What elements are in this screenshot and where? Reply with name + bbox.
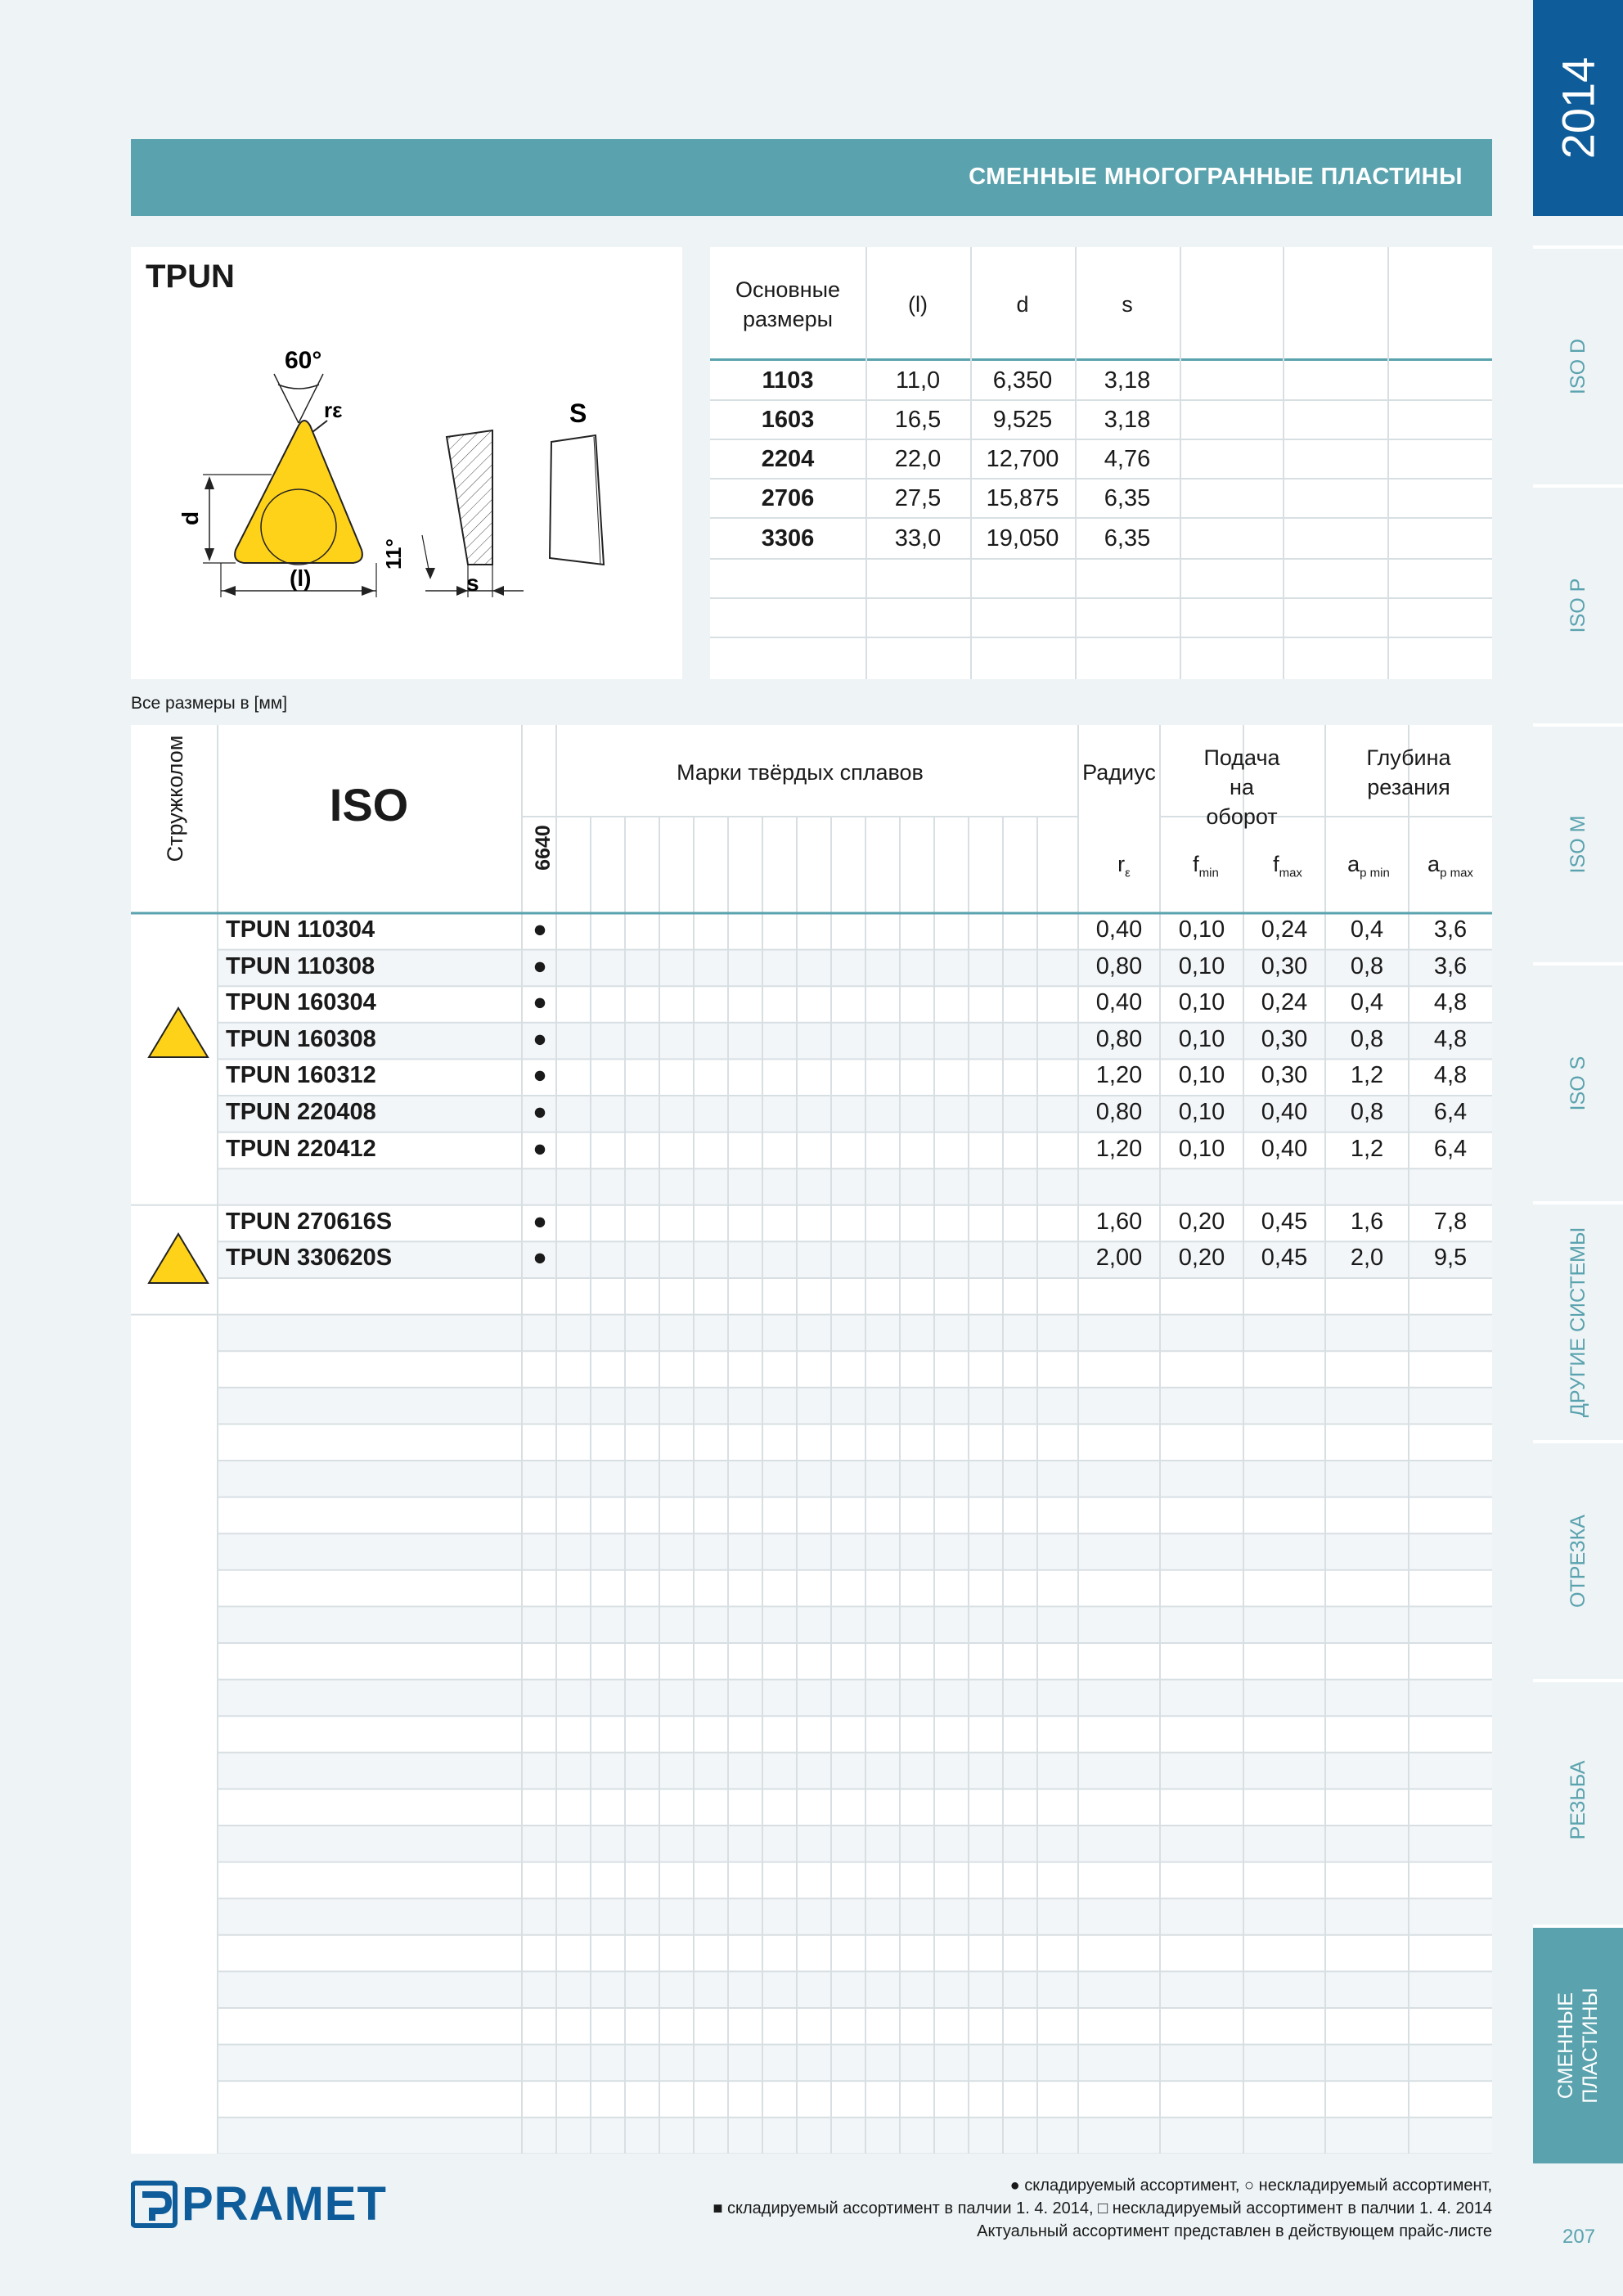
dims-cell: 11,0 [895, 367, 941, 394]
d-label: d [178, 511, 203, 525]
value-fmin: 0,10 [1178, 1025, 1225, 1052]
insert-code: TPUN 160308 [226, 1025, 376, 1052]
dims-cell: 15,875 [986, 484, 1059, 511]
chipbreaker-icon-1 [146, 1005, 211, 1062]
header-apmin: $a_{p min}$ [1347, 852, 1390, 880]
tab-other-systems[interactable] [1533, 1201, 1623, 1440]
year-tab[interactable] [1533, 0, 1623, 216]
dims-cell: 3,18 [1104, 406, 1151, 433]
row-stripe [218, 2045, 1492, 2082]
value-r: 0,40 [1095, 916, 1143, 943]
stock-mark: ● [533, 952, 547, 979]
pramet-logo [131, 2178, 409, 2233]
row-stripe [218, 1315, 1492, 1352]
value-r: 1,20 [1095, 1135, 1143, 1162]
radius-label: rε [324, 398, 343, 422]
row-stripe [218, 1753, 1492, 1790]
dims-cell: 27,5 [894, 484, 942, 511]
dims-cell: 2706 [761, 484, 815, 511]
insert-code: TPUN 160304 [226, 989, 376, 1016]
insert-code: TPUN 270616S [226, 1208, 393, 1235]
row-stripe [218, 1533, 1492, 1570]
value-fmin: 0,10 [1178, 1135, 1225, 1162]
value-apmin: 0,8 [1350, 1099, 1384, 1125]
tab-label: СМЕННЫЕ ПЛАСТИНЫ [1554, 1988, 1602, 2104]
dims-cell: 3,18 [1104, 367, 1151, 394]
page-number: 207 [1562, 2226, 1596, 2248]
row-stripe [218, 1388, 1492, 1425]
value-fmax: 0,24 [1261, 989, 1308, 1016]
insert-code: TPUN 110304 [226, 916, 375, 943]
l-label: (l) [290, 565, 312, 591]
dims-cell: 16,5 [894, 406, 942, 433]
value-fmin: 0,10 [1178, 916, 1225, 943]
dims-header-d: d [1016, 292, 1029, 317]
footnote-1: ● складируемый ассортимент, ○ нескладируемый ассортимент, [1009, 2177, 1492, 2195]
value-fmax: 0,45 [1261, 1208, 1308, 1235]
value-r: 1,60 [1095, 1208, 1143, 1235]
value-apmax: 4,8 [1433, 1062, 1468, 1089]
section-title: СМЕННЫЕ МНОГОГРАННЫЕ ПЛАСТИНЫ [969, 164, 1463, 190]
stock-mark: ● [533, 1099, 547, 1125]
insert-code: TPUN 220408 [226, 1099, 376, 1125]
value-apmax: 9,5 [1433, 1245, 1468, 1272]
insert-code: TPUN 160312 [226, 1062, 376, 1089]
tab-threading[interactable] [1533, 1679, 1623, 1918]
stock-mark: ● [533, 1208, 547, 1235]
header-feed: Подача на оборот [1203, 745, 1280, 829]
value-apmin: 2,0 [1350, 1245, 1384, 1272]
tab-label: ISO S [1567, 1056, 1589, 1111]
stock-mark: ● [533, 989, 547, 1016]
inserts-table [131, 725, 1492, 2154]
dims-header-s: s [1122, 292, 1133, 317]
stock-mark: ● [533, 1062, 547, 1089]
tab-label: ISO M [1567, 815, 1589, 874]
value-apmax: 6,4 [1433, 1099, 1468, 1125]
dims-cell: 4,76 [1104, 445, 1151, 472]
insert-code: TPUN 220412 [226, 1135, 376, 1162]
value-fmin: 0,10 [1178, 952, 1225, 979]
insert-drawing-panel [131, 247, 682, 679]
value-fmax: 0,45 [1261, 1245, 1308, 1272]
value-apmin: 0,4 [1350, 989, 1384, 1016]
value-r: 0,40 [1095, 989, 1143, 1016]
insert-type-title: TPUN [146, 259, 235, 295]
footnote-3: Актуальный ассортимент представлен в действующем прайс-листе [977, 2222, 1492, 2240]
tab-inserts[interactable] [1533, 1925, 1623, 2163]
section-sidebar [1533, 0, 1623, 2296]
value-apmin: 1,6 [1350, 1208, 1384, 1235]
value-r: 1,20 [1095, 1062, 1143, 1089]
insert-drawing [131, 247, 682, 679]
dims-cell: 9,525 [992, 406, 1053, 433]
tab-label: ISO D [1567, 338, 1589, 395]
year-label: 2014 [1552, 56, 1604, 160]
header-depth: Глубина резания [1366, 745, 1451, 799]
value-fmin: 0,20 [1178, 1245, 1225, 1272]
value-apmin: 1,2 [1350, 1062, 1384, 1089]
dims-header-base: Основные размеры [735, 277, 841, 331]
header-r: $r_\varepsilon$ [1117, 852, 1131, 880]
header-grades: Марки твёрдых сплавов [677, 760, 924, 785]
value-fmin: 0,10 [1178, 989, 1225, 1016]
tab-label: РЕЗЬБА [1567, 1760, 1589, 1840]
stock-mark: ● [533, 1025, 547, 1052]
value-fmax: 0,40 [1261, 1135, 1308, 1162]
tab-iso-p[interactable] [1533, 484, 1623, 723]
row-stripe [218, 1898, 1492, 1935]
dims-cell: 19,050 [986, 524, 1059, 551]
top-view-insert [550, 435, 604, 565]
value-fmin: 0,10 [1178, 1062, 1225, 1089]
tab-parting[interactable] [1533, 1440, 1623, 1679]
row-stripe [218, 2118, 1492, 2154]
s-side-label: s [466, 570, 479, 596]
dims-cell: 12,700 [986, 445, 1059, 472]
dims-cell: 6,35 [1104, 524, 1151, 551]
dims-header-l: (l) [908, 292, 928, 317]
dims-cell: 6,35 [1104, 484, 1151, 511]
header-grade-6640: 6640 [532, 825, 555, 871]
s-top-label: S [569, 398, 587, 428]
triangle-insert [235, 421, 362, 563]
row-stripe [218, 1168, 1492, 1205]
value-fmax: 0,30 [1261, 952, 1308, 979]
section-header-bar [131, 139, 1492, 216]
value-apmin: 0,8 [1350, 952, 1384, 979]
header-fmin: $f_{min}$ [1193, 852, 1219, 880]
value-fmax: 0,30 [1261, 1062, 1308, 1089]
value-r: 2,00 [1095, 1245, 1143, 1272]
stock-mark: ● [533, 1135, 547, 1162]
tab-iso-d[interactable] [1533, 245, 1623, 484]
value-apmin: 1,2 [1350, 1135, 1384, 1162]
dims-cell: 3306 [761, 524, 815, 551]
dims-cell: 1603 [761, 406, 815, 433]
tab-label: ISO P [1567, 578, 1589, 633]
tab-label: ОТРЕЗКА [1567, 1515, 1589, 1608]
header-radius: Радиус [1082, 760, 1156, 785]
row-stripe [218, 1606, 1492, 1643]
dims-cell: 33,0 [894, 524, 942, 551]
header-fmax: $f_{max}$ [1273, 852, 1302, 880]
value-apmax: 4,8 [1433, 1025, 1468, 1052]
chipbreaker-icon-2 [146, 1231, 211, 1288]
tab-label: ДРУГИЕ СИСТЕМЫ [1567, 1227, 1589, 1418]
angle-label: 60° [285, 347, 322, 374]
header-chipbreaker: Стружколом [163, 735, 187, 862]
value-apmin: 0,4 [1350, 916, 1384, 943]
dims-cell: 2204 [761, 445, 815, 472]
dims-cell: 22,0 [894, 445, 942, 472]
value-r: 0,80 [1095, 1099, 1143, 1125]
value-apmax: 7,8 [1433, 1208, 1468, 1235]
row-stripe [218, 1680, 1492, 1717]
header-iso: ISO [329, 779, 409, 831]
value-apmax: 6,4 [1433, 1135, 1468, 1162]
side-view-section [447, 430, 492, 565]
row-stripe [218, 1971, 1492, 2008]
dimensions-table [710, 247, 1492, 679]
value-fmin: 0,20 [1178, 1208, 1225, 1235]
value-r: 0,80 [1095, 1025, 1143, 1052]
stock-mark: ● [533, 916, 547, 943]
logo-wordmark: PRAMET [182, 2177, 387, 2231]
insert-code: TPUN 110308 [226, 952, 375, 979]
units-note: Все размеры в [мм] [131, 694, 288, 713]
value-fmax: 0,24 [1261, 916, 1308, 943]
row-stripe [218, 1461, 1492, 1497]
dims-cell: 1103 [762, 367, 814, 394]
dims-cell: 6,350 [992, 367, 1053, 394]
value-apmin: 0,8 [1350, 1025, 1384, 1052]
clearance-label: 11° [381, 538, 406, 569]
value-fmin: 0,10 [1178, 1099, 1225, 1125]
value-fmax: 0,30 [1261, 1025, 1308, 1052]
row-stripe [218, 1826, 1492, 1862]
stock-mark: ● [533, 1245, 547, 1272]
value-fmax: 0,40 [1261, 1099, 1308, 1125]
value-apmax: 3,6 [1433, 916, 1468, 943]
value-apmax: 3,6 [1433, 952, 1468, 979]
tab-iso-s[interactable] [1533, 962, 1623, 1201]
value-r: 0,80 [1095, 952, 1143, 979]
tab-iso-m[interactable] [1533, 723, 1623, 962]
insert-code: TPUN 330620S [226, 1245, 393, 1272]
header-apmax: $a_{p max}$ [1427, 852, 1473, 880]
value-apmax: 4,8 [1433, 989, 1468, 1016]
footnote-2: ■ складируемый ассортимент в палчии 1. 4. 2014, □ нескладируемый ассортимент в палчии 1. 4. 2014 [713, 2199, 1492, 2217]
